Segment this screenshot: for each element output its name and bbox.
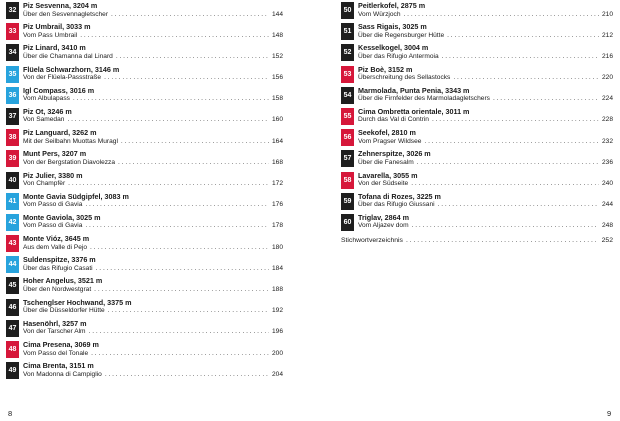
dot-leader bbox=[111, 11, 269, 20]
tour-number-badge: 48 bbox=[6, 341, 19, 358]
toc-entry bbox=[341, 214, 613, 235]
dot-leader bbox=[118, 159, 269, 168]
right-page-number: 9 bbox=[607, 409, 612, 418]
tour-number-badge: 59 bbox=[341, 193, 354, 210]
summit-title: Marmolada, Punta Penia, 3343 m bbox=[358, 85, 470, 95]
route-description: Vom Passo di Gavia bbox=[23, 201, 83, 209]
left-page-number: 8 bbox=[8, 409, 13, 418]
route-description: Vom Aljazev dom bbox=[358, 222, 409, 230]
route-description: Von der Tarscher Alm bbox=[23, 328, 86, 336]
page-reference: 152 bbox=[271, 52, 283, 60]
summit-title: Cima Brenta, 3151 m bbox=[23, 361, 94, 371]
page-reference: 236 bbox=[601, 158, 613, 166]
page-reference: 200 bbox=[271, 349, 283, 357]
toc-entry bbox=[6, 214, 283, 235]
tour-number-badge: 50 bbox=[341, 2, 354, 19]
index-label: Stichwortverzeichnis bbox=[341, 237, 403, 245]
tour-number-badge: 34 bbox=[6, 44, 19, 61]
page-reference: 172 bbox=[271, 180, 283, 187]
tour-number-badge: 54 bbox=[341, 87, 354, 104]
toc-entry bbox=[6, 150, 283, 171]
summit-title: Monte Gavia Südgipfel, 3083 m bbox=[23, 191, 129, 201]
tour-number-badge: 47 bbox=[6, 320, 19, 337]
route-description: Überschreitung des Sellastocks bbox=[358, 74, 451, 82]
page-reference: 158 bbox=[271, 95, 283, 103]
summit-title: Piz Julier, 3380 m bbox=[23, 170, 83, 180]
tour-number-badge: 37 bbox=[6, 108, 19, 125]
page-reference: 244 bbox=[601, 201, 613, 209]
toc-entry bbox=[6, 108, 283, 129]
summit-title: Seekofel, 2810 m bbox=[358, 128, 416, 138]
toc-entry bbox=[341, 23, 613, 44]
dot-leader bbox=[417, 159, 599, 168]
toc-entry bbox=[341, 150, 613, 171]
summit-title: Piz Ot, 3246 m bbox=[23, 106, 72, 116]
dot-leader bbox=[453, 74, 599, 83]
summit-title: Monte Vióz, 3645 m bbox=[23, 234, 90, 244]
page-reference: 228 bbox=[601, 116, 613, 124]
tour-number-badge: 56 bbox=[341, 129, 354, 146]
summit-title: Sass Rigais, 3025 m bbox=[358, 22, 427, 32]
right-page-toc bbox=[341, 2, 613, 245]
tour-number-badge: 36 bbox=[6, 87, 19, 104]
tour-number-badge: 38 bbox=[6, 129, 19, 146]
route-description: Über die Chamanna dal Linard bbox=[23, 52, 113, 60]
toc-entry bbox=[6, 172, 283, 193]
dot-leader bbox=[121, 138, 269, 147]
summit-title: Hoher Angelus, 3521 m bbox=[23, 276, 103, 286]
toc-entry bbox=[6, 362, 283, 383]
tour-number-badge: 35 bbox=[6, 66, 19, 83]
dot-leader bbox=[406, 236, 599, 245]
dot-leader bbox=[85, 222, 269, 231]
left-page-toc bbox=[6, 2, 283, 383]
tour-number-badge: 43 bbox=[6, 235, 19, 252]
page-reference: 176 bbox=[271, 201, 283, 209]
toc-entry bbox=[6, 87, 283, 108]
dot-leader bbox=[493, 95, 599, 104]
summit-title: Monte Gaviola, 3025 m bbox=[23, 212, 101, 222]
dot-leader bbox=[108, 307, 269, 316]
summit-title: Zehnerspitze, 3026 m bbox=[358, 149, 431, 159]
summit-title: Cima Presena, 3069 m bbox=[23, 340, 99, 349]
tour-number-badge: 49 bbox=[6, 362, 19, 379]
page-reference: 252 bbox=[601, 237, 613, 245]
toc-entry bbox=[6, 277, 283, 298]
summit-title: Kesselkogel, 3004 m bbox=[358, 43, 429, 53]
route-description: Über das Rifugio Casati bbox=[23, 264, 93, 272]
toc-entry bbox=[6, 235, 283, 256]
dot-leader bbox=[105, 371, 269, 380]
route-description: Von der Flüela-Passstraße bbox=[23, 74, 102, 82]
tour-number-badge: 32 bbox=[6, 2, 19, 19]
dot-leader bbox=[424, 138, 599, 147]
page-reference: 188 bbox=[271, 285, 283, 293]
dot-leader bbox=[91, 350, 269, 359]
summit-title: Piz Languard, 3262 m bbox=[23, 128, 97, 138]
route-description: Vom Albulapass bbox=[23, 95, 70, 103]
toc-entry bbox=[6, 129, 283, 150]
dot-leader bbox=[404, 11, 599, 20]
summit-title: Peitlerkofel, 2875 m bbox=[358, 1, 426, 10]
dot-leader bbox=[438, 201, 599, 210]
route-description: Vom Passo del Tonale bbox=[23, 349, 89, 357]
route-description: Von Madonna di Campiglio bbox=[23, 370, 102, 378]
page-reference: 160 bbox=[271, 116, 283, 124]
toc-entry bbox=[341, 44, 613, 65]
route-description: Über das Rifugio Antermoia bbox=[358, 52, 439, 60]
summit-title: Lavarella, 3055 m bbox=[358, 170, 418, 180]
route-description: Durch das Val di Contrin bbox=[358, 116, 429, 124]
route-description: Über die Düsseldorfer Hütte bbox=[23, 307, 105, 315]
page-reference: 178 bbox=[271, 222, 283, 230]
route-description: Von der Bergstation Diavolezza bbox=[23, 158, 115, 166]
route-description: Von Samedan bbox=[23, 116, 65, 124]
route-description: Vom Würzjoch bbox=[358, 10, 401, 18]
page-reference: 248 bbox=[601, 222, 613, 230]
route-description: Aus dem Valle di Pejo bbox=[23, 243, 88, 251]
tour-number-badge: 45 bbox=[6, 277, 19, 294]
tour-number-badge: 40 bbox=[6, 172, 19, 189]
toc-entry bbox=[341, 129, 613, 150]
page-reference: 220 bbox=[601, 74, 613, 82]
route-description: Über das Rifugio Giussani bbox=[358, 201, 435, 209]
tour-number-badge: 60 bbox=[341, 214, 354, 231]
page-reference: 184 bbox=[271, 264, 283, 272]
summit-title: Piz Sesvenna, 3204 m bbox=[23, 1, 98, 10]
dot-leader bbox=[442, 53, 599, 62]
route-description: Über die Fanesalm bbox=[358, 158, 414, 166]
tour-number-badge: 41 bbox=[6, 193, 19, 210]
summit-title: Piz Linard, 3410 m bbox=[23, 43, 86, 53]
index-entry bbox=[341, 236, 613, 245]
tour-number-badge: 44 bbox=[6, 256, 19, 273]
page-reference: 216 bbox=[601, 52, 613, 60]
summit-title: Igl Compass, 3016 m bbox=[23, 85, 95, 95]
tour-number-badge: 33 bbox=[6, 23, 19, 40]
toc-entry bbox=[6, 299, 283, 320]
tour-number-badge: 55 bbox=[341, 108, 354, 125]
summit-title: Piz Boè, 3152 m bbox=[358, 64, 413, 74]
summit-title: Flüela Schwarzhorn, 3146 m bbox=[23, 64, 120, 74]
tour-number-badge: 52 bbox=[341, 44, 354, 61]
summit-title: Triglav, 2864 m bbox=[358, 212, 410, 222]
toc-entry bbox=[6, 2, 283, 23]
route-description: Von Champfèr bbox=[23, 180, 66, 187]
summit-title: Tschenglser Hochwand, 3375 m bbox=[23, 297, 132, 307]
page-reference: 144 bbox=[271, 10, 283, 18]
toc-entry bbox=[6, 341, 283, 362]
page-reference: 224 bbox=[601, 95, 613, 103]
summit-title: Tofana di Rozes, 3225 m bbox=[358, 191, 441, 201]
toc-entry bbox=[6, 256, 283, 277]
toc-entry bbox=[6, 320, 283, 341]
toc-entry bbox=[6, 23, 283, 44]
dot-leader bbox=[85, 201, 269, 210]
dot-leader bbox=[90, 244, 269, 253]
page-reference: 148 bbox=[271, 31, 283, 39]
tour-number-badge: 42 bbox=[6, 214, 19, 231]
toc-entry bbox=[341, 193, 613, 214]
route-description: Über die Firnfelder des Marmoladagletschers bbox=[358, 95, 490, 103]
tour-number-badge: 58 bbox=[341, 172, 354, 189]
summit-title: Cima Ombretta orientale, 3011 m bbox=[358, 106, 470, 116]
dot-leader bbox=[104, 74, 269, 83]
route-description: Mit der Seilbahn Muottas Muragl bbox=[23, 137, 118, 145]
dot-leader bbox=[96, 265, 269, 274]
page-reference: 164 bbox=[271, 137, 283, 145]
page-reference: 196 bbox=[271, 328, 283, 336]
tour-number-badge: 57 bbox=[341, 150, 354, 167]
dot-leader bbox=[447, 32, 599, 41]
tour-number-badge: 51 bbox=[341, 23, 354, 40]
page-reference: 204 bbox=[271, 370, 283, 378]
toc-entry bbox=[6, 44, 283, 65]
route-description: Über die Regensburger Hütte bbox=[358, 31, 445, 39]
route-description: Über den Sesvennagletscher bbox=[23, 10, 109, 18]
toc-entry bbox=[6, 193, 283, 214]
route-description: Vom Pass Umbrail bbox=[23, 31, 78, 39]
dot-leader bbox=[411, 180, 599, 189]
tour-number-badge: 46 bbox=[6, 299, 19, 316]
page-reference: 192 bbox=[271, 307, 283, 315]
page-reference: 168 bbox=[271, 158, 283, 166]
page-reference: 210 bbox=[601, 10, 613, 18]
toc-entry bbox=[341, 87, 613, 108]
route-description: Vom Passo di Gavia bbox=[23, 222, 83, 230]
summit-title: Munt Pers, 3207 m bbox=[23, 149, 87, 159]
tour-number-badge: 39 bbox=[6, 150, 19, 167]
dot-leader bbox=[89, 328, 269, 337]
page-reference: 240 bbox=[601, 180, 613, 187]
route-description: Von der Südseite bbox=[358, 180, 409, 187]
dot-leader bbox=[80, 32, 269, 41]
dot-leader bbox=[73, 95, 269, 104]
toc-entry bbox=[341, 108, 613, 129]
dot-leader bbox=[432, 116, 599, 125]
dot-leader bbox=[116, 53, 269, 62]
dot-leader bbox=[412, 222, 599, 231]
toc-entry bbox=[6, 66, 283, 87]
route-description: Vom Pragser Wildsee bbox=[358, 137, 422, 145]
page-reference: 156 bbox=[271, 74, 283, 82]
page-reference: 232 bbox=[601, 137, 613, 145]
dot-leader bbox=[94, 286, 269, 295]
dot-leader bbox=[67, 116, 269, 125]
tour-number-badge: 53 bbox=[341, 66, 354, 83]
route-description: Über den Nordwestgrat bbox=[23, 285, 92, 293]
summit-title: Hasenöhrl, 3257 m bbox=[23, 318, 87, 328]
dot-leader bbox=[68, 180, 269, 189]
summit-title: Suldenspitze, 3376 m bbox=[23, 255, 96, 265]
page-reference: 212 bbox=[601, 31, 613, 39]
toc-entry bbox=[341, 66, 613, 87]
toc-entry bbox=[341, 172, 613, 193]
page-reference: 180 bbox=[271, 243, 283, 251]
toc-entry bbox=[341, 2, 613, 23]
summit-title: Piz Umbrail, 3033 m bbox=[23, 22, 91, 32]
